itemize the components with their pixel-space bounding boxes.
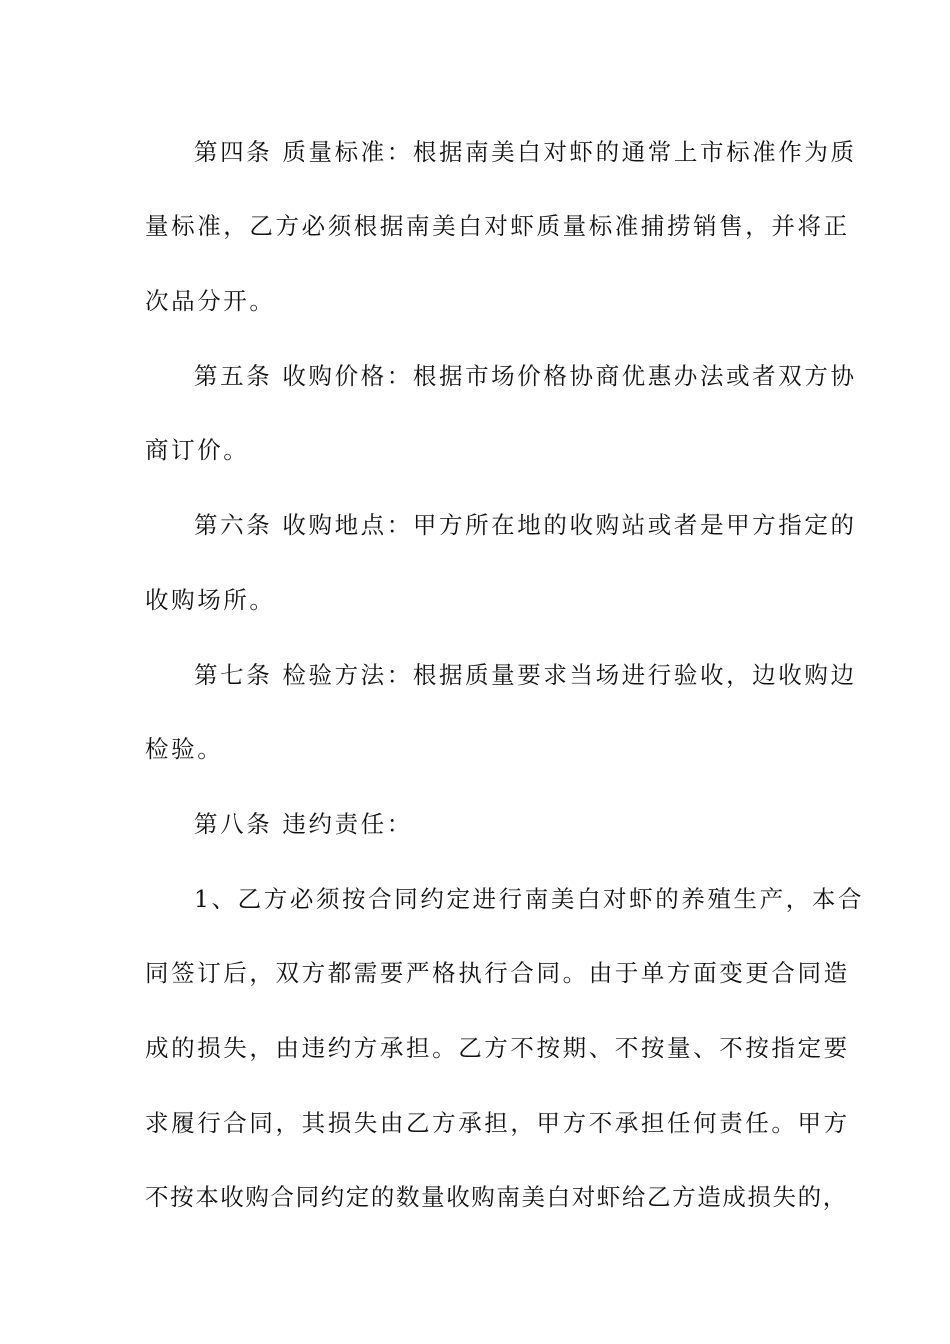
article-4-line-3: 次品分开。 xyxy=(145,287,276,315)
article-8-heading: 第八条 违约责任： xyxy=(194,810,413,838)
article-6-line-1: 第六条 收购地点：甲方所在地的收购站或者是甲方指定的 xyxy=(194,511,857,539)
clause-1-line-5: 不按本收购合同约定的数量收购南美白对虾给乙方造成损失的， xyxy=(145,1183,848,1211)
clause-1-line-4: 求履行合同，其损失由乙方承担，甲方不承担任何责任。甲方 xyxy=(145,1109,850,1137)
article-6-line-2: 收购场所。 xyxy=(145,586,276,614)
article-5-line-2: 商订价。 xyxy=(145,436,250,464)
clause-1-line-3: 成的损失，由违约方承担。乙方不按期、不按量、不按指定要 xyxy=(145,1034,850,1062)
article-7-line-2: 检验。 xyxy=(145,735,224,763)
article-5-line-1: 第五条 收购价格：根据市场价格协商优惠办法或者双方协 xyxy=(194,362,857,390)
clause-1-line-2: 同签订后，双方都需要严格执行合同。由于单方面变更合同造 xyxy=(145,959,850,987)
clause-1-line-1: 1、乙方必须按合同约定进行南美白对虾的养殖生产，本合 xyxy=(194,885,865,913)
article-4-line-1: 第四条 质量标准：根据南美白对虾的通常上市标准作为质 xyxy=(194,138,857,166)
article-7-line-1: 第七条 检验方法：根据质量要求当场进行验收，边收购边 xyxy=(194,661,857,689)
article-4-line-2: 量标准，乙方必须根据南美白对虾质量标准捕捞销售，并将正 xyxy=(145,212,850,240)
